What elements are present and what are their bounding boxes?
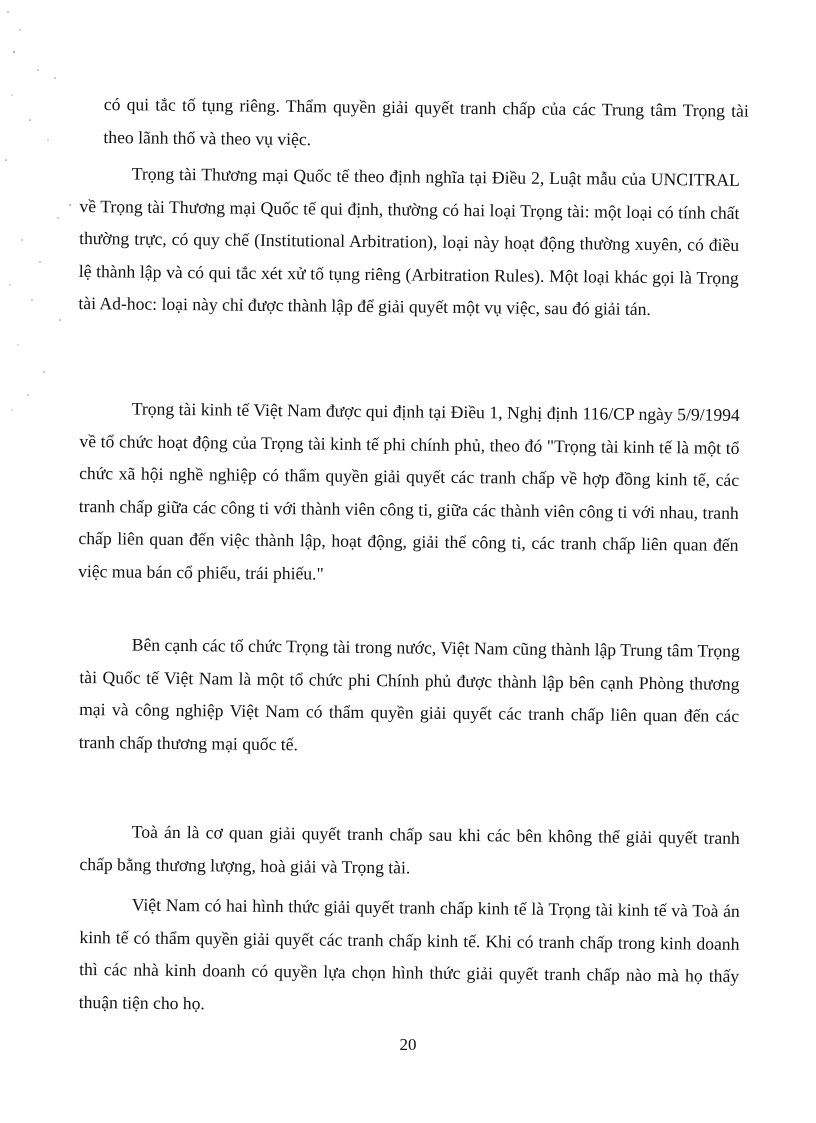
- paragraph-6: Việt Nam có hai hình thức giải quyết tranh chấp kinh tế là Trọng tài kinh tế và Toà án kinh tế có thẩm quyền giải quyết các tranh chấp kinh tế. Khi có tranh chấp trong kinh doanh thì các nhà kinh doanh có quyền lựa chọn hình thức giải quyết tranh chấp nào mà họ thấy thuận tiện cho họ.: [78, 894, 740, 1013]
- paragraph-3: Trọng tài kinh tế Việt Nam được qui định tại Điều 1, Nghị định 116/CP ngày 5/9/1994 về tổ chức hoạt động của Trọng tài kinh tế phi chính phủ, theo đó "Trọng tài kinh tế là một tổ chức xã hội nghề nghiệp có thẩm quyền giải quyết các tranh chấp về hợp đồng kinh tế, các tranh chấp giữa các công ti với thành viên công ti, giữa các thành viên công ti với nhau, tranh chấp liên quan đến việc thành lập, hoạt động, giải thể công ti, các tranh chấp liên quan đến việc mua bán cổ phiếu, trái phiếu.": [78, 398, 740, 583]
- scan-noise-marks: [0, 0, 90, 420]
- paragraph-1: có qui tắc tố tụng riêng. Thẩm quyền giải quyết tranh chấp của các Trung tâm Trọng tài theo lãnh thổ và theo vụ việc.: [103, 93, 749, 149]
- paragraph-4: Bên cạnh các tổ chức Trọng tài trong nước, Việt Nam cũng thành lập Trung tâm Trọng tài Quốc tế Việt Nam là một tổ chức phi Chính phủ được thành lập bên cạnh Phòng thương mại và công nghiệp Việt Nam có thẩm quyền giải quyết các tranh chấp liên quan đến các tranh chấp thương mại quốc tế.: [78, 634, 740, 754]
- page-number: 20: [399, 1035, 417, 1054]
- paragraph-2: Trọng tài Thương mại Quốc tế theo định nghĩa tại Điều 2, Luật mẫu của UNCITRAL về Trọng tài Thương mại Quốc tế qui định, thường có hai loại Trọng tài: một loại có tính chất thường trực, có quy chế (Institutional Arbitration), loại này hoạt động thường xuyên, có điều lệ thành lập và có qui tắc xét xử tố tụng riêng (Arbitration Rules). Một loại khác gọi là Trọng tài Ad-hoc: loại này chỉ được thành lập để giải quyết một vụ việc, sau đó giải tán.: [78, 163, 740, 319]
- paragraph-5: Toà án là cơ quan giải quyết tranh chấp sau khi các bên không thể giải quyết tranh chấp bằng thương lượng, hoà giải và Trọng tài.: [79, 821, 740, 877]
